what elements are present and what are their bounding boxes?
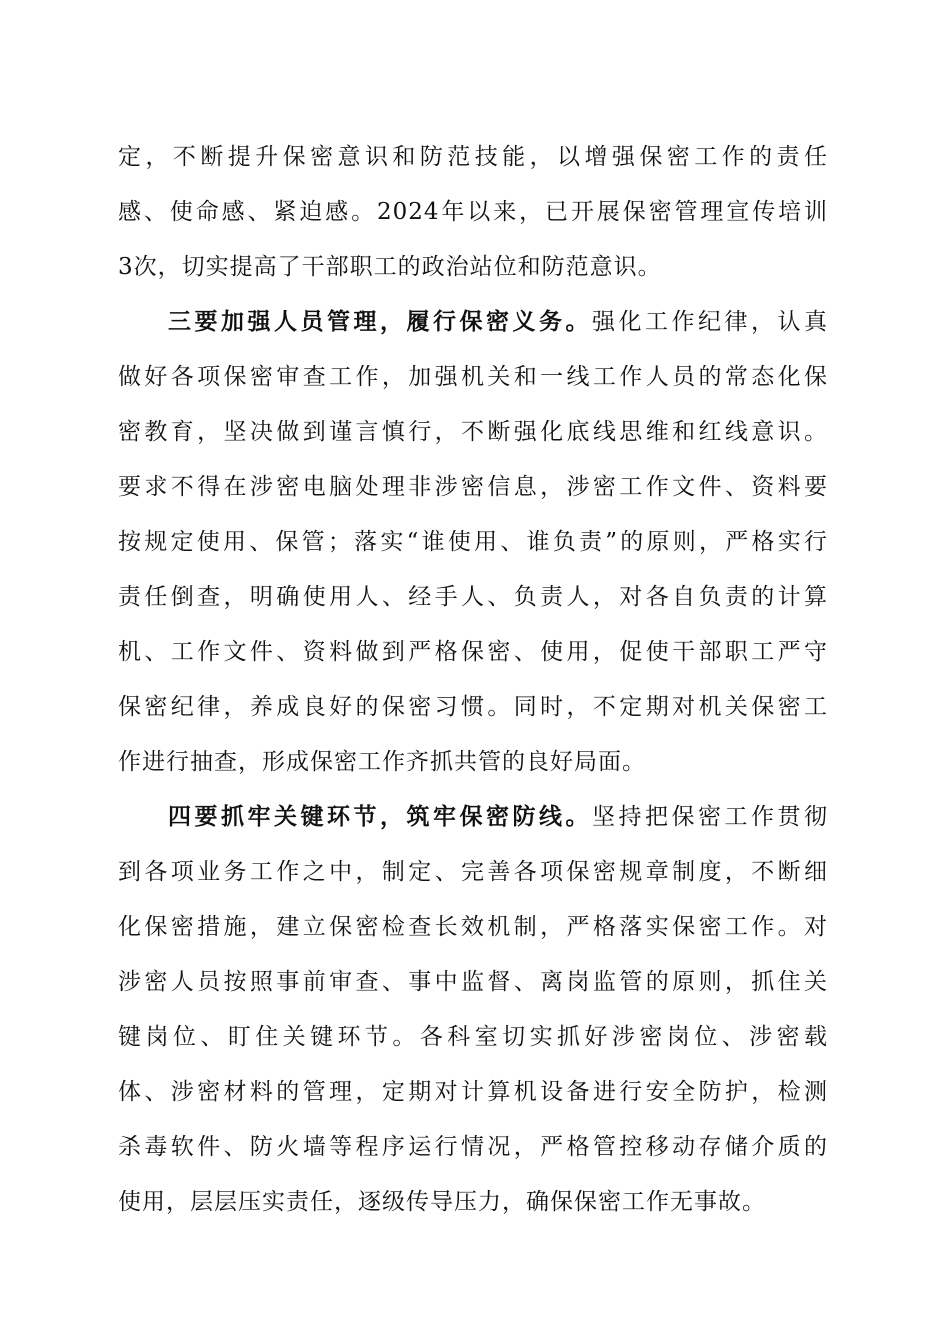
text-line: 使用，层层压实责任，逐级传导压力，确保保密工作无事故。 [118, 1189, 766, 1215]
text-line: 作进行抽查，形成保密工作齐抓共管的良好局面。 [118, 749, 646, 775]
text-line: 密教育，坚决做到谨言慎行，不断强化底线思维和红线意识。 [118, 419, 828, 445]
text-line: 到各项业务工作之中，制定、完善各项保密规章制度，不断细 [118, 859, 828, 885]
text-line: 机、工作文件、资料做到严格保密、使用，促使干部职工严守 [118, 639, 828, 665]
text-line: 涉密人员按照事前审查、事中监督、离岗监管的原则，抓住关 [118, 969, 828, 995]
text-line: 3次，切实提高了干部职工的政治站位和防范意识。 [118, 254, 662, 280]
paragraph-heading: 四要抓牢关键环节，筑牢保密防线。 [168, 804, 592, 830]
paragraph-1 [118, 130, 828, 295]
document-body [118, 130, 828, 1230]
text-line: 化保密措施，建立保密检查长效机制，严格落实保密工作。对 [118, 914, 828, 940]
text-line: 要求不得在涉密电脑处理非涉密信息，涉密工作文件、资料要 [118, 474, 828, 500]
text-line: 按规定使用、保管；落实“谁使用、谁负责”的原则，严格实行 [118, 529, 828, 555]
text-line: 杀毒软件、防火墙等程序运行情况，严格管控移动存储介质的 [118, 1134, 828, 1160]
text-run: 坚持把保密工作贯彻 [592, 804, 828, 830]
paragraph-first-line [118, 295, 828, 350]
text-line: 体、涉密材料的管理，定期对计算机设备进行安全防护，检测 [118, 1079, 828, 1105]
text-line: 键岗位、盯住关键环节。各科室切实抓好涉密岗位、涉密载 [118, 1024, 828, 1050]
text-run: 强化工作纪律，认真 [592, 309, 828, 335]
text-line: 做好各项保密审查工作，加强机关和一线工作人员的常态化保 [118, 364, 828, 390]
text-line: 责任倒查，明确使用人、经手人、负责人，对各自负责的计算 [118, 584, 828, 610]
text-line: 感、使命感、紧迫感。2024年以来，已开展保密管理宣传培训 [118, 199, 828, 225]
text-line: 定，不断提升保密意识和防范技能，以增强保密工作的责任 [118, 144, 828, 170]
paragraph-heading: 三要加强人员管理，履行保密义务。 [168, 309, 592, 335]
paragraph-2 [118, 295, 828, 790]
text-line: 保密纪律，养成良好的保密习惯。同时，不定期对机关保密工 [118, 694, 828, 720]
paragraph-3 [118, 790, 828, 1230]
paragraph-first-line [118, 790, 828, 845]
